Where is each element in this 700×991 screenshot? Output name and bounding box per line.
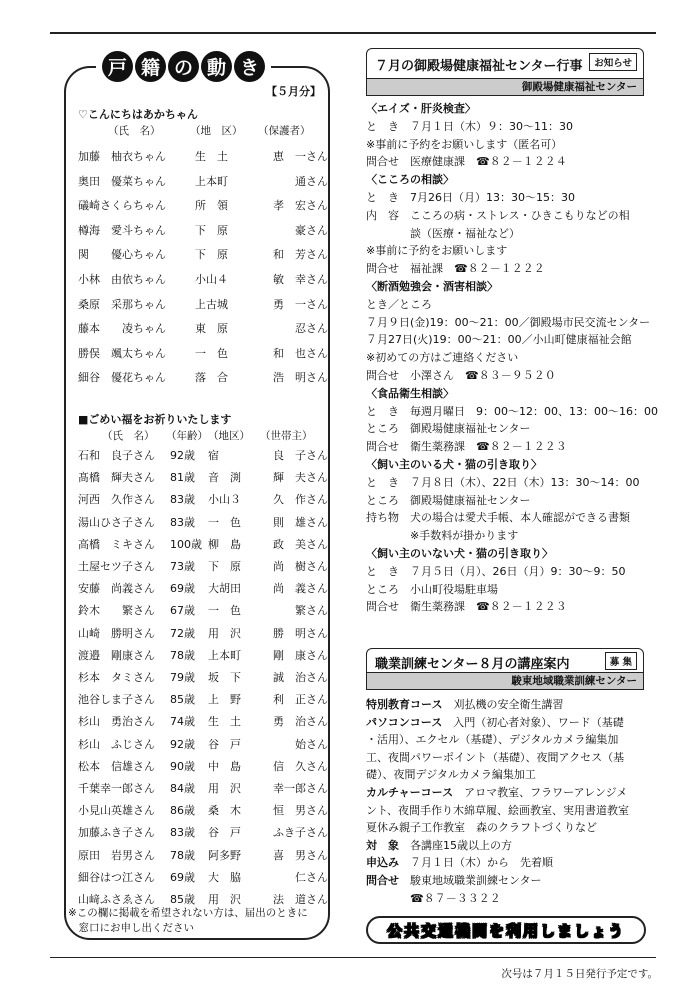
training-text: 駿東地域職業訓練センター xyxy=(399,874,542,887)
birth-area: 落 合 xyxy=(195,371,228,385)
death-head: 利 正さん xyxy=(273,693,328,707)
training-line xyxy=(366,819,656,835)
note-line: ※この欄に掲載を希望されない方は、届出のときに xyxy=(68,907,308,919)
training-text: 礎）、夜間デジタルカメラ編集加工 xyxy=(366,768,536,782)
banner-text: 公共交通機関を利用しましょう xyxy=(386,921,625,940)
welfare-line: 〈食品衛生相談〉 xyxy=(366,386,454,400)
bottom-rule xyxy=(50,957,656,958)
death-head: 則 雄さん xyxy=(273,515,328,529)
death-name: 石和 良子さん xyxy=(78,449,155,462)
death-area: 中 島 xyxy=(208,759,241,773)
training-line xyxy=(366,854,656,870)
births-col-header: （氏 名） xyxy=(108,125,161,137)
welfare-line: 内 容 こころの病・ストレス・ひきこもりなどの相 xyxy=(366,208,630,222)
welfare-line: ７月９日(金)19：00～21：00／御殿場市民交流センター xyxy=(366,315,651,329)
title-char: き xyxy=(234,51,265,82)
training-title: 職業訓練センター８月の講座案内 xyxy=(375,657,570,672)
death-area: 小山３ xyxy=(208,493,241,507)
birth-guardian: 勇 一さん xyxy=(273,297,328,311)
death-name: 土屋セツ子さん xyxy=(78,560,155,573)
birth-area: 東 原 xyxy=(195,322,228,336)
title-char: の xyxy=(168,51,199,82)
welfare-line: ※手数料が掛かります xyxy=(366,529,519,543)
death-name: 加藤ふき子さん xyxy=(78,826,155,840)
death-head: 良 子さん xyxy=(273,449,328,462)
death-name: 河西 久作さん xyxy=(78,493,155,507)
deaths-col-header: （地区） xyxy=(208,430,250,442)
birth-guardian: 浩 明さん xyxy=(273,371,328,385)
birth-name: 奥田 優菜ちゃん xyxy=(78,174,166,188)
death-area: 阿多野 xyxy=(208,848,241,862)
death-head: 法 道さん xyxy=(273,893,328,906)
death-age: 78歳 xyxy=(170,848,195,862)
death-head: 誠 治さん xyxy=(273,671,328,684)
death-age: 74歳 xyxy=(170,715,195,729)
birth-row xyxy=(78,246,328,270)
death-row xyxy=(78,669,328,693)
birth-row xyxy=(78,271,328,295)
training-label: カルチャーコース xyxy=(366,786,454,799)
death-area: 一 色 xyxy=(208,604,241,618)
training-line xyxy=(366,731,656,747)
death-name: 杉本 タミさん xyxy=(78,671,155,684)
training-text: 刈払機の安全衛生講習 xyxy=(442,698,564,711)
koseki-note xyxy=(68,906,326,936)
welfare-line: と き ７月５日（月）、26日（月）9：30～9：50 xyxy=(366,564,626,578)
death-area: 大胡田 xyxy=(208,582,241,596)
death-name: 高橋 ミキさん xyxy=(78,537,155,551)
birth-name: 藤本 凌ちゃん xyxy=(78,322,166,336)
welfare-line: 〈飼い主のいない犬・猫の引き取り〉 xyxy=(366,547,553,560)
death-area: 用 沢 xyxy=(208,893,241,906)
death-row xyxy=(78,447,328,471)
death-head: 輝 夫さん xyxy=(273,471,328,485)
welfare-line: 問合せ 福祉課 ☎８２－１２２２ xyxy=(366,262,545,276)
birth-row xyxy=(78,345,328,369)
death-age: 92歳 xyxy=(170,737,195,751)
training-line xyxy=(366,766,656,782)
training-text: 夏休み親子工作教室 森のクラフトづくりなど xyxy=(366,821,597,835)
death-area: 用 沢 xyxy=(208,782,241,795)
welfare-line: ところ 小山町役場駐車場 xyxy=(366,582,498,596)
death-head: 繁さん xyxy=(295,604,328,618)
training-text: ・活用）、エクセル（基礎）、デジタルカメラ編集加 xyxy=(366,733,619,747)
welfare-line: 問合せ 医療健康課 ☎８２－１２２４ xyxy=(366,155,567,169)
death-head: 政 美さん xyxy=(273,537,328,551)
death-row xyxy=(78,558,328,582)
training-subtitle: 駿東地域職業訓練センター xyxy=(367,672,643,689)
welfare-line: 〈こころの相談〉 xyxy=(366,173,454,187)
welfare-line: 〈断酒勉強会・酒害相談〉 xyxy=(366,280,498,293)
death-area: 坂 下 xyxy=(208,671,241,684)
death-row xyxy=(78,691,328,715)
death-age: 73歳 xyxy=(170,560,195,573)
death-head: 信 久さん xyxy=(273,759,328,773)
training-text: ☎８７－３３２２ xyxy=(366,891,501,905)
training-line xyxy=(366,837,656,853)
birth-row xyxy=(78,369,328,393)
births-col-header: （保護者） xyxy=(258,125,311,137)
welfare-line: と き ７月１日（木）９：30～11：30 xyxy=(366,119,573,133)
death-head: 始さん xyxy=(295,737,328,751)
birth-name: 礒崎さくらちゃん xyxy=(78,199,166,213)
birth-row xyxy=(78,173,328,197)
death-name: 松本 信雄さん xyxy=(78,759,155,773)
death-age: 85歳 xyxy=(170,893,195,906)
death-head: 尚 義さん xyxy=(273,582,328,596)
welfare-subtitle: 御殿場健康福祉センター xyxy=(367,78,643,95)
birth-area: 小山４ xyxy=(195,273,228,286)
training-text: 各講座15歳以上の方 xyxy=(399,838,512,852)
death-name: 杉山 勇治さん xyxy=(78,715,155,729)
death-area: 用 沢 xyxy=(208,626,241,640)
birth-name: 関 優心ちゃん xyxy=(78,248,166,262)
welfare-line: と き ７月８日（木）、22日（木）13：30～14：00 xyxy=(366,475,640,489)
death-head: 勇 治さん xyxy=(273,715,328,729)
welfare-line: ※事前に予約をお願いします（匿名可） xyxy=(366,137,563,151)
training-label: 対 象 xyxy=(366,838,399,852)
training-text: ７月１日（木）から 先着順 xyxy=(399,856,553,870)
birth-guardian: 和 芳さん xyxy=(273,248,328,262)
welfare-line: 談（医療・福祉など） xyxy=(366,226,520,240)
recruit-badge: 募 集 xyxy=(605,652,637,670)
birth-guardian: 通さん xyxy=(295,174,328,188)
training-line xyxy=(366,749,656,765)
welfare-line: ７月27日(火)19：00～21：00／小山町健康福祉会館 xyxy=(366,333,632,347)
death-age: 84歳 xyxy=(170,782,195,795)
death-row xyxy=(78,713,328,737)
death-row xyxy=(78,536,328,560)
birth-row xyxy=(78,296,328,320)
welfare-line: と き 毎週月曜日 9：00～12：00、13：00～16：00 xyxy=(366,404,658,418)
death-row xyxy=(78,491,328,515)
birth-row xyxy=(78,148,328,172)
welfare-line: ところ 御殿場健康福祉センター xyxy=(366,422,531,436)
death-name: 山﨑ふさゑさん xyxy=(78,893,155,906)
training-label: 特別教育コース xyxy=(366,698,443,711)
death-head: 勝 明さん xyxy=(273,626,328,640)
welfare-line: ところ 御殿場健康福祉センター xyxy=(366,493,531,507)
welfare-line: 持ち物 犬の場合は愛犬手帳、本人確認ができる書類 xyxy=(366,511,630,525)
births-heading: ♡こんにちはあかちゃん xyxy=(78,108,198,121)
death-row xyxy=(78,514,328,538)
training-line xyxy=(366,696,656,712)
birth-name: 勝俣 颯太ちゃん xyxy=(78,346,166,360)
welfare-title: ７月の御殿場健康福祉センター行事 xyxy=(375,59,583,74)
death-age: 81歳 xyxy=(170,471,195,485)
welfare-line: ※事前に予約をお願いします xyxy=(366,244,508,258)
birth-row xyxy=(78,197,328,221)
death-age: 83歳 xyxy=(170,826,195,840)
death-head: 尚 樹さん xyxy=(273,560,328,573)
top-rule xyxy=(50,32,656,34)
death-area: 上 野 xyxy=(208,693,241,707)
birth-guardian: 敏 幸さん xyxy=(273,273,328,286)
birth-row xyxy=(78,320,328,344)
death-row xyxy=(78,580,328,604)
training-label: 問合せ xyxy=(366,874,399,887)
welfare-line: とき／ところ xyxy=(366,297,432,311)
month-label: 【５月分】 xyxy=(266,85,321,98)
deaths-col-header: （世帯主） xyxy=(260,430,313,442)
death-area: 谷 戸 xyxy=(208,737,241,751)
welfare-line: と き 7月26日（月）13：30～15：30 xyxy=(366,191,575,204)
birth-area: 下 原 xyxy=(195,223,228,237)
death-age: 86歳 xyxy=(170,804,195,818)
death-row xyxy=(78,647,328,671)
death-name: 杉山 ふじさん xyxy=(78,737,155,751)
death-age: 79歳 xyxy=(170,671,195,684)
death-area: 生 土 xyxy=(208,715,241,729)
death-name: 細谷はつ江さん xyxy=(78,870,155,884)
birth-name: 樽海 愛斗ちゃん xyxy=(78,223,166,237)
birth-area: 上本町 xyxy=(195,174,228,188)
notice-badge: お知らせ xyxy=(589,53,637,71)
transit-banner xyxy=(366,916,646,944)
death-area: 谷 戸 xyxy=(208,826,241,840)
training-header xyxy=(366,648,644,690)
death-name: 髙橋 輝夫さん xyxy=(78,471,155,485)
death-area: 柳 島 xyxy=(208,537,241,551)
birth-name: 桑原 采那ちゃん xyxy=(78,297,166,311)
welfare-line: 〈飼い主のいる犬・猫の引き取り〉 xyxy=(366,458,542,471)
death-name: 池谷しま子さん xyxy=(78,693,155,707)
title-char: 籍 xyxy=(135,51,166,82)
death-age: 100歳 xyxy=(170,537,202,551)
death-head: 仁さん xyxy=(295,870,328,884)
welfare-line: 〈エイズ・肝炎検査〉 xyxy=(366,102,476,115)
death-row xyxy=(78,758,328,782)
death-head: 久 作さん xyxy=(273,493,328,507)
death-age: 78歳 xyxy=(170,648,195,662)
death-name: 原田 岩男さん xyxy=(78,848,155,862)
birth-name: 加藤 柚衣ちゃん xyxy=(78,150,166,163)
death-area: 上本町 xyxy=(208,648,241,662)
death-age: 85歳 xyxy=(170,693,195,707)
deaths-heading: ■ごめい福をお祈りいたします xyxy=(78,413,232,426)
death-area: 大 脇 xyxy=(208,870,241,884)
training-line xyxy=(366,890,656,906)
birth-area: 所 領 xyxy=(195,199,228,213)
death-row xyxy=(78,780,328,804)
koseki-title xyxy=(96,51,271,82)
death-row xyxy=(78,824,328,848)
death-row xyxy=(78,625,328,649)
birth-area: 一 色 xyxy=(195,346,228,360)
training-line xyxy=(366,802,656,818)
birth-guardian: 豪さん xyxy=(295,223,328,237)
death-age: 90歳 xyxy=(170,759,195,773)
birth-area: 生 土 xyxy=(195,150,228,163)
death-area: 桑 木 xyxy=(208,804,241,818)
birth-area: 下 原 xyxy=(195,248,228,262)
welfare-line: 問合せ 衛生薬務課 ☎８２－１２２３ xyxy=(366,600,567,614)
training-text: 入門（初心者対象）、ワード（基礎 xyxy=(442,715,624,729)
birth-guardian: 孝 宏さん xyxy=(273,199,328,213)
birth-area: 上古城 xyxy=(195,297,228,311)
training-line xyxy=(366,714,656,730)
death-name: 千葉幸一郎さん xyxy=(78,782,155,795)
death-age: 83歳 xyxy=(170,493,195,507)
death-name: 渡邉 剛康さん xyxy=(78,648,155,662)
death-name: 小見山英雄さん xyxy=(78,804,155,818)
death-name: 鈴木 繁さん xyxy=(78,604,155,618)
death-name: 湯山ひさ子さん xyxy=(78,515,155,529)
title-char: 戸 xyxy=(102,51,133,82)
birth-guardian: 忍さん xyxy=(295,322,328,336)
training-text: 工、夜間パワーポイント（基礎）、夜間アクセス（基 xyxy=(366,750,625,764)
death-area: 一 色 xyxy=(208,515,241,529)
deaths-col-header: （氏 名） xyxy=(102,430,155,442)
welfare-line: 問合せ 小澤さん ☎８３－９５２０ xyxy=(366,369,556,382)
death-area: 宿 xyxy=(208,449,219,462)
death-row xyxy=(78,736,328,760)
training-line xyxy=(366,784,656,800)
death-age: 69歳 xyxy=(170,582,195,596)
welfare-line: ※初めての方はご連絡ください xyxy=(366,351,519,365)
welfare-line: 問合せ 衛生薬務課 ☎８２－１２２３ xyxy=(366,440,567,454)
training-line xyxy=(366,872,656,888)
death-head: 幸一郎さん xyxy=(273,782,328,795)
birth-guardian: 恵 一さん xyxy=(273,150,328,163)
death-row xyxy=(78,602,328,626)
death-row xyxy=(78,802,328,826)
death-row xyxy=(78,469,328,493)
death-head: ふき子さん xyxy=(273,826,328,840)
death-area: 下 原 xyxy=(208,560,241,573)
training-text: ント、夜間手作り木綿草履、絵画教室、実用書道教室 xyxy=(366,803,630,817)
training-label: 申込み xyxy=(366,856,399,870)
death-age: 72歳 xyxy=(170,626,195,640)
welfare-header xyxy=(366,48,644,96)
note-line: 窓口にお申し出ください xyxy=(68,922,194,934)
death-age: 92歳 xyxy=(170,449,195,462)
death-age: 83歳 xyxy=(170,515,195,529)
death-head: 剛 康さん xyxy=(273,648,328,662)
training-text: アロマ教室、フラワーアレンジメ xyxy=(453,786,628,799)
title-char: 動 xyxy=(201,51,232,82)
death-name: 安藤 尚義さん xyxy=(78,582,155,596)
birth-name: 細谷 優花ちゃん xyxy=(78,371,166,385)
footer-note: 次号は７月１５日発行予定です。 xyxy=(501,968,658,980)
deaths-col-header: （年齢） xyxy=(166,430,208,442)
training-label: パソコンコース xyxy=(366,715,443,729)
death-row xyxy=(78,869,328,893)
death-age: 69歳 xyxy=(170,870,195,884)
death-head: 喜 男さん xyxy=(273,848,328,862)
births-col-header: （地 区） xyxy=(190,125,243,137)
birth-guardian: 和 也さん xyxy=(273,346,328,360)
death-head: 恒 男さん xyxy=(273,804,328,818)
birth-row xyxy=(78,222,328,246)
death-area: 音 渕 xyxy=(208,471,241,485)
birth-name: 小林 由依ちゃん xyxy=(78,273,166,286)
death-age: 67歳 xyxy=(170,604,195,618)
death-name: 山崎 勝明さん xyxy=(78,626,155,640)
death-row xyxy=(78,847,328,871)
